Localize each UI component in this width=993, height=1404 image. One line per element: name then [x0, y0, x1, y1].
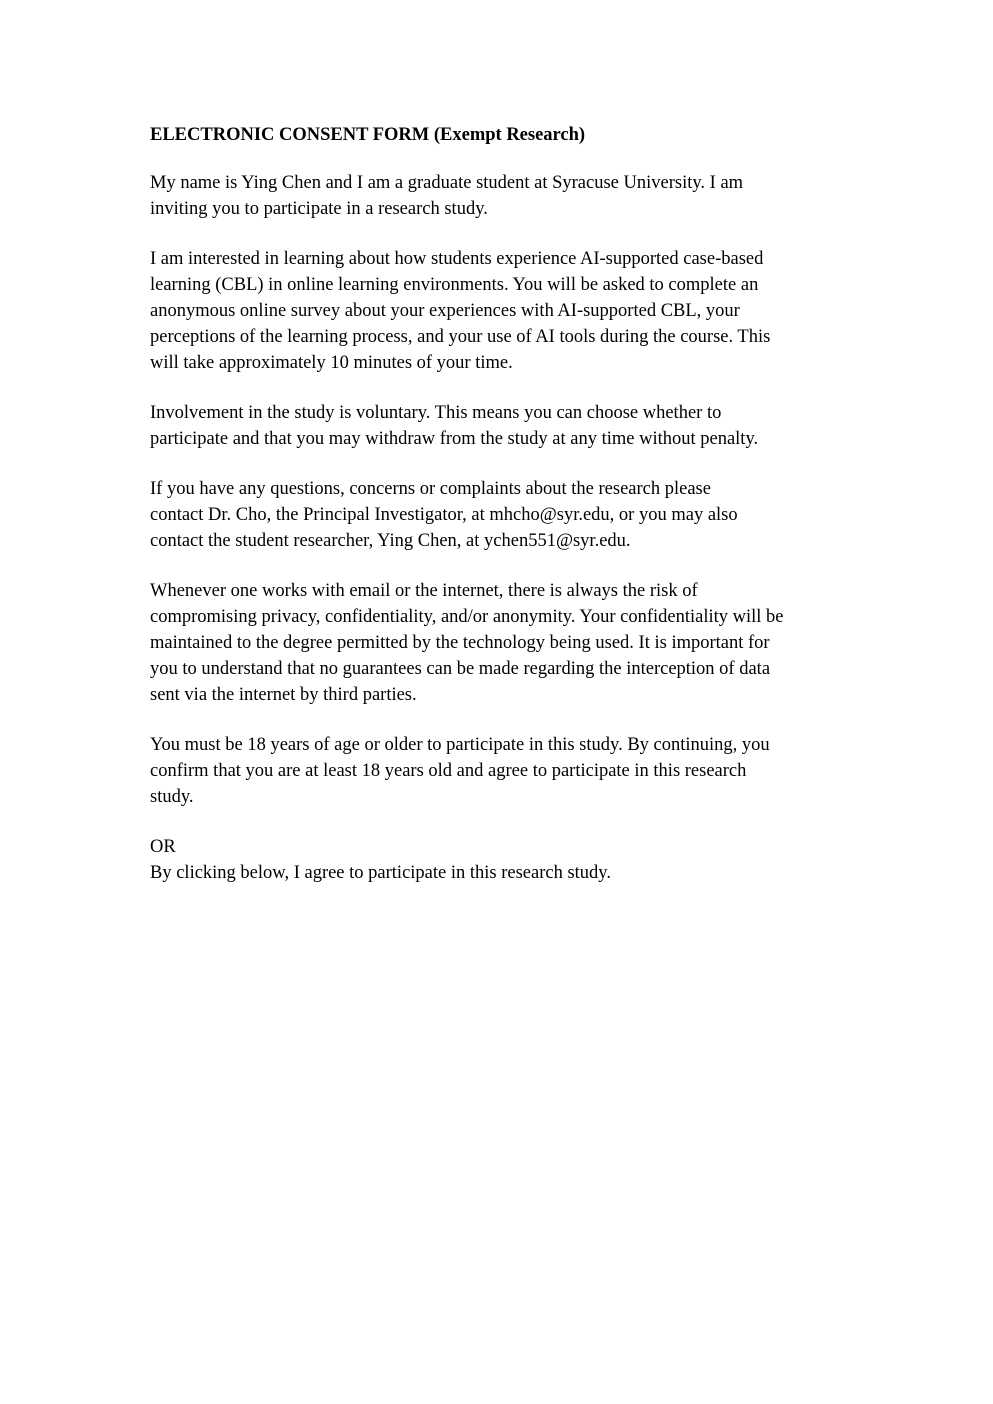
paragraph-line: inviting you to participate in a research study.: [150, 199, 488, 219]
paragraph-age-requirement: [150, 732, 850, 810]
paragraph-line: will take approximately 10 minutes of your time.: [150, 353, 513, 373]
paragraph-line: I am interested in learning about how students experience AI-supported case-based: [150, 249, 764, 269]
paragraph-line: If you have any questions, concerns or complaints about the research please: [150, 479, 711, 499]
paragraph-line: OR: [150, 837, 176, 857]
paragraph-line: learning (CBL) in online learning environments. You will be asked to complete an: [150, 275, 759, 295]
paragraph-introduction: [150, 170, 850, 222]
paragraph-contacts: [150, 476, 850, 554]
paragraph-line: You must be 18 years of age or older to participate in this study. By continuing, you: [150, 735, 770, 755]
paragraph-line: sent via the internet by third parties.: [150, 685, 417, 705]
paragraph-line: perceptions of the learning process, and your use of AI tools during the course. This: [150, 327, 771, 347]
consent-document: [150, 122, 850, 910]
paragraph-line: My name is Ying Chen and I am a graduate student at Syracuse University. I am: [150, 173, 744, 193]
paragraph-line: maintained to the degree permitted by the technology being used. It is important for: [150, 633, 770, 653]
paragraph-voluntary: [150, 400, 850, 452]
paragraph-line: contact Dr. Cho, the Principal Investigator, at mhcho@syr.edu, or you may also: [150, 505, 738, 525]
paragraph-line: you to understand that no guarantees can be made regarding the interception of data: [150, 659, 771, 679]
paragraph-line: confirm that you are at least 18 years old and agree to participate in this research: [150, 761, 747, 781]
paragraph-study-description: [150, 246, 850, 376]
paragraph-line: compromising privacy, confidentiality, and/or anonymity. Your confidentiality will be: [150, 607, 784, 627]
paragraph-line: Whenever one works with email or the internet, there is always the risk of: [150, 581, 698, 601]
paragraph-line: By clicking below, I agree to participate in this research study.: [150, 863, 611, 883]
paragraph-agreement: [150, 834, 850, 886]
paragraph-line: Involvement in the study is voluntary. This means you can choose whether to: [150, 403, 722, 423]
paragraph-line: study.: [150, 787, 194, 807]
document-title: ELECTRONIC CONSENT FORM (Exempt Research): [150, 125, 586, 145]
paragraph-line: contact the student researcher, Ying Chen, at ychen551@syr.edu.: [150, 531, 631, 551]
paragraph-line: anonymous online survey about your experiences with AI-supported CBL, your: [150, 301, 740, 321]
paragraph-privacy: [150, 578, 850, 708]
paragraph-line: participate and that you may withdraw from the study at any time without penalty.: [150, 429, 759, 449]
